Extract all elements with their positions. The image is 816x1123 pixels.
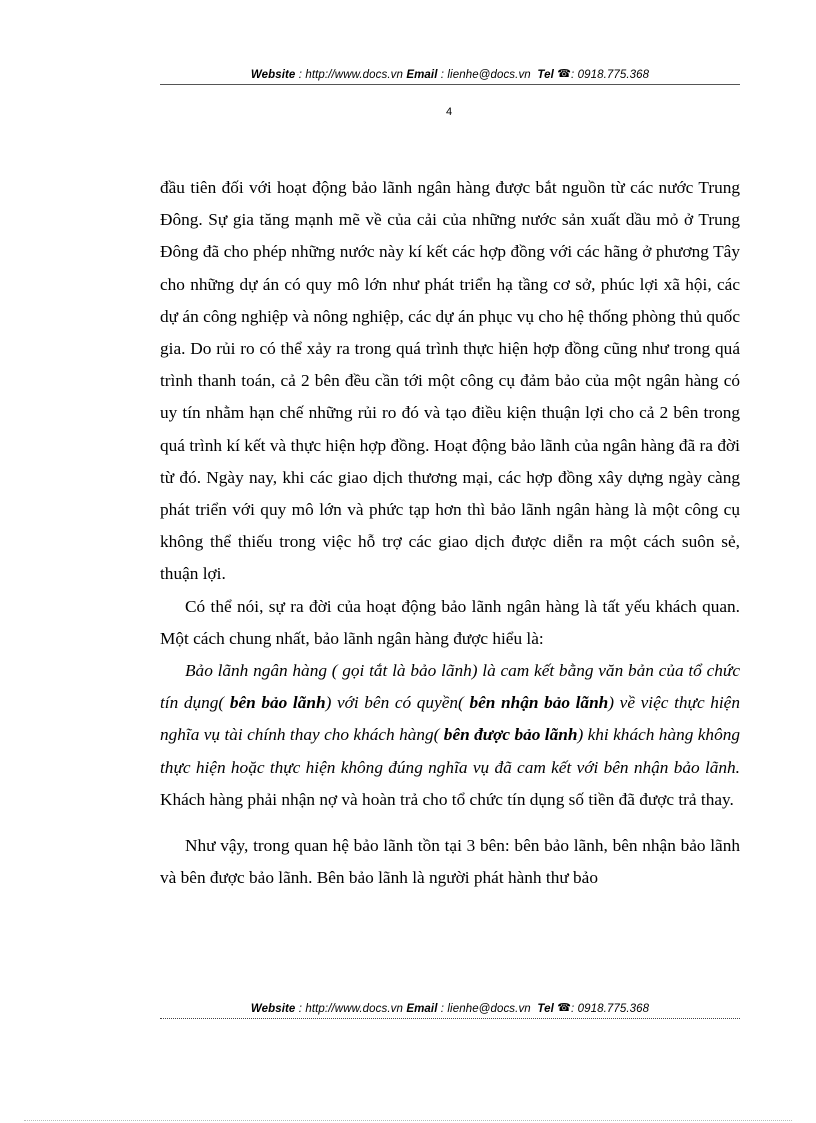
definition-term-beneficiary: bên nhận bảo lãnh [463,693,609,713]
header-website-label: Website [250,69,296,81]
page-number: 4 [445,106,453,118]
paragraph-intro-continuation: đầu tiên đối với hoạt động bảo lãnh ngân hàng được bắt nguồn từ các nước Trung Đông. Sự gia tăng mạnh mẽ về của cải của những nước sản xuất dầu mỏ ở Trung Đông đã cho phép những nước này kí kết các hợp đồng với các hãng ở phương Tây cho những dự án có quy mô lớn như phát triển hạ tầng cơ sở, phúc lợi xã hội, các dự án công nghiệp và nông nghiệp, các dự án phục vụ cho hệ thống phòng thủ quốc gia. Do rủi ro có thể xảy ra trong quá trình thực hiện hợp đồng cũng như trong quá trình thanh toán, cả 2 bên đều cần tới một công cụ đảm bảo của một ngân hàng có uy tín nhằm hạn chế những rủi ro đó và tạo điều kiện thuận lợi cho cả 2 bên trong quá trình kí kết và thực hiện hợp đồng. Hoạt động bảo lãnh của ngân hàng đã ra đời từ đó. Ngày nay, khi các giao dịch thương mại, các hợp đồng xây dựng ngày càng phát triển với quy mô lớn và phức tạp hơn thì bảo lãnh ngân hàng là một công cụ không thể thiếu trong việc hỗ trợ các giao dịch được diễn ra một cách suôn sẻ, thuận lợi. [160,178,740,584]
definition-text-1: Bảo lãnh ngân hàng ( gọi tắt là bảo lãnh) là cam kết bằng văn bản của tổ chức tín dụng( [160,661,740,713]
document-body [160,172,740,894]
definition-tail: Khách hàng phải nhận nợ và hoàn trả cho tổ chức tín dụng số tiền đã được trả thay. [160,789,734,809]
header-tel-label: Tel [537,69,554,81]
footer-website-sep: : [295,1003,306,1015]
header-website-sep: : [295,69,306,81]
paragraph-definition-lead: Có thể nói, sự ra đời của hoạt động bảo lãnh ngân hàng là tất yếu khách quan. Một cách chung nhất, bảo lãnh ngân hàng được hiểu là: [160,596,740,648]
page-footer: Website : http://www.docs.vn Email : lienhe@docs.vn Tel ☎: 0918.775.368 [250,1002,650,1015]
definition-term-guarantor: bên bảo lãnh [224,693,326,713]
definition-text-4: ) khi khách hàng không thực hiện hoặc thực hiện không đúng nghĩa vụ đã cam kết với bên nhận bảo lãnh. [160,725,740,777]
header-website-url[interactable]: http://www.docs.vn [305,69,404,81]
paragraph-definition [160,655,740,816]
footer-rule [160,1018,740,1019]
footer-website-url[interactable]: http://www.docs.vn [305,1003,404,1015]
footer-tel-value: 0918.775.368 [577,1003,650,1015]
header-rule [160,84,740,85]
page-header: Website : http://www.docs.vn Email : lienhe@docs.vn Tel ☎: 0918.775.368 [250,68,650,81]
phone-icon: ☎ [557,68,571,80]
page-bottom-edge [24,1120,792,1121]
footer-website-label: Website [250,1003,296,1015]
footer-email-sep: : [437,1003,448,1015]
definition-term-guaranteed-party: bên được bảo lãnh [439,725,578,745]
definition-text-2: ) với bên có quyền( [325,693,464,713]
header-email-value[interactable]: lienhe@docs.vn [447,69,531,81]
phone-icon: ☎ [557,1002,571,1014]
footer-email-value[interactable]: lienhe@docs.vn [447,1003,531,1015]
paragraph-three-parties: Như vậy, trong quan hệ bảo lãnh tồn tại 3 bên: bên bảo lãnh, bên nhận bảo lãnh và bên được bảo lãnh. Bên bảo lãnh là người phát hành thư bảo [160,836,740,888]
header-email-sep: : [437,69,448,81]
footer-tel-label: Tel [537,1003,554,1015]
footer-email-label: Email [406,1003,438,1015]
header-tel-value: 0918.775.368 [577,69,650,81]
header-email-label: Email [406,69,438,81]
definition-text-3: ) về việc thực hiện nghĩa vụ tài chính thay cho khách hàng( [160,693,740,745]
